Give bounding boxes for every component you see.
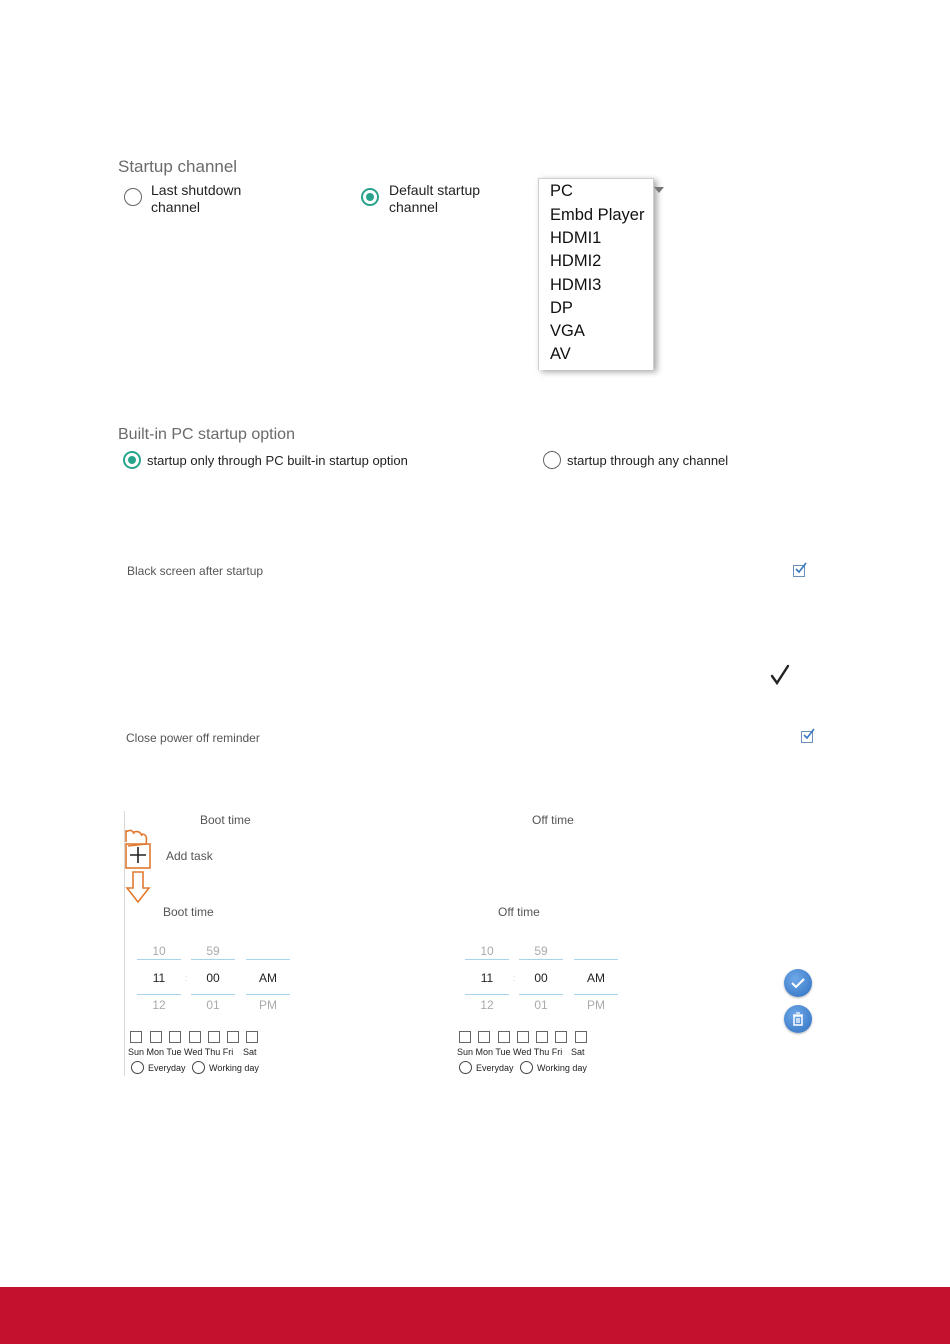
boot-sat-label: Sat [243,1047,257,1057]
off-min-next: 01 [534,998,548,1012]
hand-pointer-icon [122,826,156,906]
picker-line [574,959,618,960]
off-everyday-radio[interactable] [459,1061,472,1074]
off-time-label: Off time [498,905,540,919]
picker-line [246,959,290,960]
picker-line [137,959,181,960]
off-day-sat-checkbox[interactable] [575,1031,587,1043]
boot-time-header: Boot time [200,813,251,827]
boot-day-fri-checkbox[interactable] [227,1031,239,1043]
boot-time-label: Boot time [163,905,214,919]
radio-last-shutdown-label: Last shutdown channel [151,182,242,215]
off-ampm-input[interactable]: AM [587,971,605,985]
radio-startup-only-pc[interactable] [123,451,141,469]
off-time-header: Off time [532,813,574,827]
boot-everyday-label: Everyday [148,1063,186,1073]
plus-icon[interactable] [129,846,147,864]
picker-line [191,994,235,995]
boot-day-sat-checkbox[interactable] [246,1031,258,1043]
boot-working-day-radio[interactable] [192,1061,205,1074]
boot-everyday-radio[interactable] [131,1061,144,1074]
off-sat-label: Sat [571,1047,585,1057]
off-day-fri-checkbox[interactable] [555,1031,567,1043]
boot-min-next: 01 [206,998,220,1012]
builtin-pc-title: Built-in PC startup option [118,426,295,443]
picker-line [137,994,181,995]
off-ampm-next: PM [587,998,605,1012]
off-hour-input[interactable]: 11 [480,971,494,985]
off-day-tue-checkbox[interactable] [498,1031,510,1043]
picker-line [519,994,563,995]
dropdown-item-hdmi1[interactable]: HDMI1 [550,229,602,247]
boot-day-wed-checkbox[interactable] [189,1031,201,1043]
startup-channel-title: Startup channel [118,157,238,176]
radio-startup-any-channel[interactable] [543,451,561,469]
picker-line [519,959,563,960]
off-working-day-label: Working day [537,1063,587,1073]
boot-hour-next: 12 [152,998,166,1012]
dropdown-item-embd-player[interactable]: Embd Player [550,206,645,224]
black-screen-label: Black screen after startup [127,564,264,578]
off-hour-prev: 10 [480,944,494,958]
off-day-wed-checkbox[interactable] [517,1031,529,1043]
boot-day-thu-checkbox[interactable] [208,1031,220,1043]
picker-line [465,994,509,995]
chevron-down-icon[interactable] [654,187,664,193]
radio-last-shutdown[interactable] [124,188,142,206]
dropdown-item-hdmi3[interactable]: HDMI3 [550,276,602,294]
boot-ampm-input[interactable]: AM [259,971,277,985]
dropdown-item-vga[interactable]: VGA [550,322,585,340]
check-icon [770,664,790,686]
radio-default-startup[interactable] [361,188,379,206]
radio-default-startup-label: Default startup channel [389,182,481,215]
boot-day-sun-checkbox[interactable] [130,1031,142,1043]
off-working-day-radio[interactable] [520,1061,533,1074]
off-day-mon-checkbox[interactable] [478,1031,490,1043]
off-min-input[interactable]: 00 [534,971,548,985]
picker-line [246,994,290,995]
boot-day-mon-checkbox[interactable] [150,1031,162,1043]
boot-ampm-next: PM [259,998,277,1012]
page-footer-bar [0,1287,950,1344]
dropdown-item-dp[interactable]: DP [550,299,573,317]
dropdown-item-hdmi2[interactable]: HDMI2 [550,252,602,270]
dropdown-item-av[interactable]: AV [550,345,571,363]
boot-time-separator: : [185,974,188,983]
off-day-thu-checkbox[interactable] [536,1031,548,1043]
confirm-icon [784,969,812,997]
boot-working-day-label: Working day [209,1063,259,1073]
delete-button[interactable] [784,1005,812,1033]
boot-days-label: Sun Mon Tue Wed Thu Fri [128,1047,234,1057]
boot-min-input[interactable]: 00 [206,971,220,985]
off-everyday-label: Everyday [476,1063,514,1073]
boot-min-prev: 59 [206,944,220,958]
dropdown-item-pc[interactable]: PC [550,182,573,200]
boot-day-tue-checkbox[interactable] [169,1031,181,1043]
trash-icon [784,1005,812,1033]
check-icon [794,561,808,575]
picker-line [465,959,509,960]
add-task-label[interactable]: Add task [166,849,213,863]
off-hour-next: 12 [480,998,494,1012]
off-day-sun-checkbox[interactable] [459,1031,471,1043]
off-min-prev: 59 [534,944,548,958]
power-reminder-label: Close power off reminder [126,731,260,745]
confirm-button[interactable] [784,969,812,997]
boot-hour-input[interactable]: 11 [152,971,166,985]
boot-hour-prev: 10 [152,944,166,958]
radio-startup-only-pc-label: startup only through PC built-in startup option [147,453,408,468]
picker-line [191,959,235,960]
radio-startup-any-channel-label: startup through any channel [567,453,729,468]
off-time-separator: : [513,974,516,983]
picker-line [574,994,618,995]
check-icon [802,727,816,741]
off-days-label: Sun Mon Tue Wed Thu Fri [457,1047,563,1057]
channel-dropdown-list[interactable] [538,178,654,370]
